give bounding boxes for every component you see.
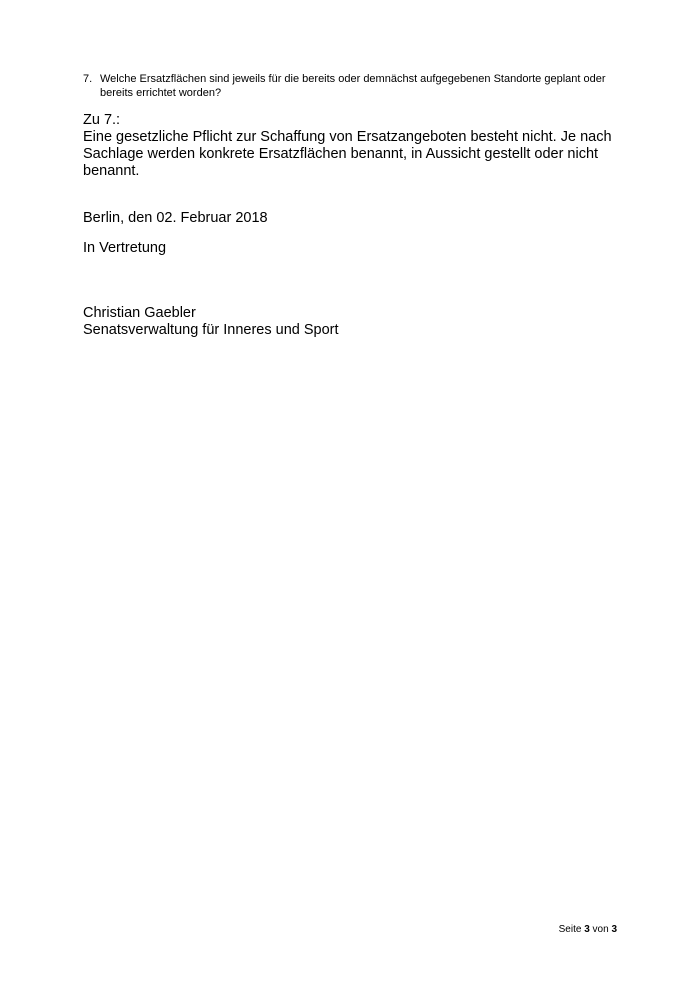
page-footer (559, 924, 617, 936)
date-line: Berlin, den 02. Februar 2018 (83, 210, 268, 226)
total-pages-number: 3 (611, 924, 617, 935)
signer-department: Senatsverwaltung für Inneres und Sport (83, 322, 339, 338)
question-item (83, 72, 623, 100)
representation-note: In Vertretung (83, 240, 167, 256)
page-separator: von (592, 924, 609, 935)
current-page-number: 3 (584, 924, 590, 935)
signer-name: Christian Gaebler (83, 305, 196, 321)
page-prefix: Seite (558, 924, 582, 935)
answer-heading: Zu 7.: (83, 112, 121, 128)
answer-body: Eine gesetzliche Pflicht zur Schaffung von Ersatzangeboten besteht nicht. Je nach Sachlage werden konkrete Ersatzflächen benannt, in Aussicht gestellt oder nicht benannt. (83, 129, 612, 179)
question-text: Welche Ersatzflächen sind jeweils für die bereits oder demnächst aufgegebenen Standorte geplant oder bereits errichtet worden? (100, 73, 606, 99)
question-number: 7. (83, 73, 93, 85)
